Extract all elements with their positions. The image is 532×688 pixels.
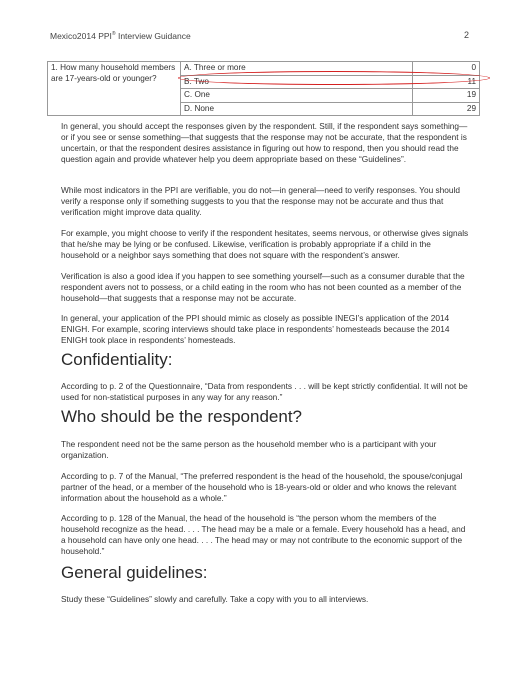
heading-confidentiality: Confidentiality: (61, 350, 173, 369)
option-points: 29 (413, 102, 480, 116)
question-text: 1. How many household members are 17-years-old or younger? (48, 62, 181, 116)
paragraph-accept-responses: In general, you should accept the responses given by the respondent. Still, if the respondent says something—or if you see or sense something—that suggests that the response may not be accurate, that the respondent is uncertain, or that the respondent desires assistance in figuring out how to respond, then you should read the question again and provide whatever help you deem appropriate based on these “Guidelines”. (61, 121, 468, 164)
paragraph-head-of-household: According to p. 128 of the Manual, the head of the household is “the person whom the members of the household recognize as the head. . . . The head may be a male or a female. Every household has a head, and a household can have only one head. . . . The head may or may not contribute to the economic support of the household.” (61, 513, 466, 556)
page-number: 2 (464, 30, 470, 40)
option-label: C. One (181, 89, 413, 103)
option-points: 19 (413, 89, 480, 103)
paragraph-preferred-respondent: According to p. 7 of the Manual, “The preferred respondent is the head of the household, the spouse/conjugal partner of the head, or a member of the household who is 18-years-old or older and who knows the relevant information about the household as a whole.” (61, 471, 463, 503)
paragraph-study-guidelines: Study these “Guidelines” slowly and carefully. Take a copy with you to all interviews. (61, 594, 369, 604)
option-points: 0 (413, 62, 480, 76)
table-row (48, 62, 480, 76)
option-label: B. Two (181, 75, 413, 89)
paragraph-verify-example: For example, you might choose to verify if the respondent hesitates, seems nervous, or otherwise gives signals that he/she may be lying or be confused. Likewise, verification is probably appropriate if a child in the household or a neighbor says something that does not square with the respondent’s answer. (61, 228, 469, 260)
paragraph-respondent-participant: The respondent need not be the same person as the household member who is a participant with your organization. (61, 439, 437, 460)
option-points: 11 (413, 75, 480, 89)
heading-respondent: Who should be the respondent? (61, 407, 303, 426)
paragraph-verify-responses: While most indicators in the PPI are verifiable, you do not—in general—need to verify responses. You should verify a response only if something suggests to you that the response may not be accurate and thus that verification might improve data quality. (61, 185, 460, 217)
document-header-title: Mexico2014 PPI® Interview Guidance (50, 31, 191, 41)
question-table (47, 61, 480, 116)
heading-general-guidelines: General guidelines: (61, 563, 208, 582)
paragraph-confidentiality: According to p. 2 of the Questionnaire, “Data from respondents . . . will be kept strictly confidential. It will not be used for non-statistical purposes in any way for any reason.” (61, 381, 468, 402)
registered-mark: ® (111, 31, 116, 38)
paragraph-verification-idea: Verification is also a good idea if you happen to see something yourself—such as a consumer durable that the respondent avers not to possess, or a child eating in the room who has not been counted as a member of the household—that suggests that a response may not be accurate. (61, 271, 465, 303)
option-label: D. None (181, 102, 413, 116)
paragraph-mimic-inegi: In general, your application of the PPI should mimic as closely as possible INEGI’s application of the 2014 ENIGH. For example, scoring interviews should take place in respondents’ homesteads because the 2014 ENIGH took place in respondents’ homesteads. (61, 313, 450, 345)
option-label: A. Three or more (181, 62, 413, 76)
